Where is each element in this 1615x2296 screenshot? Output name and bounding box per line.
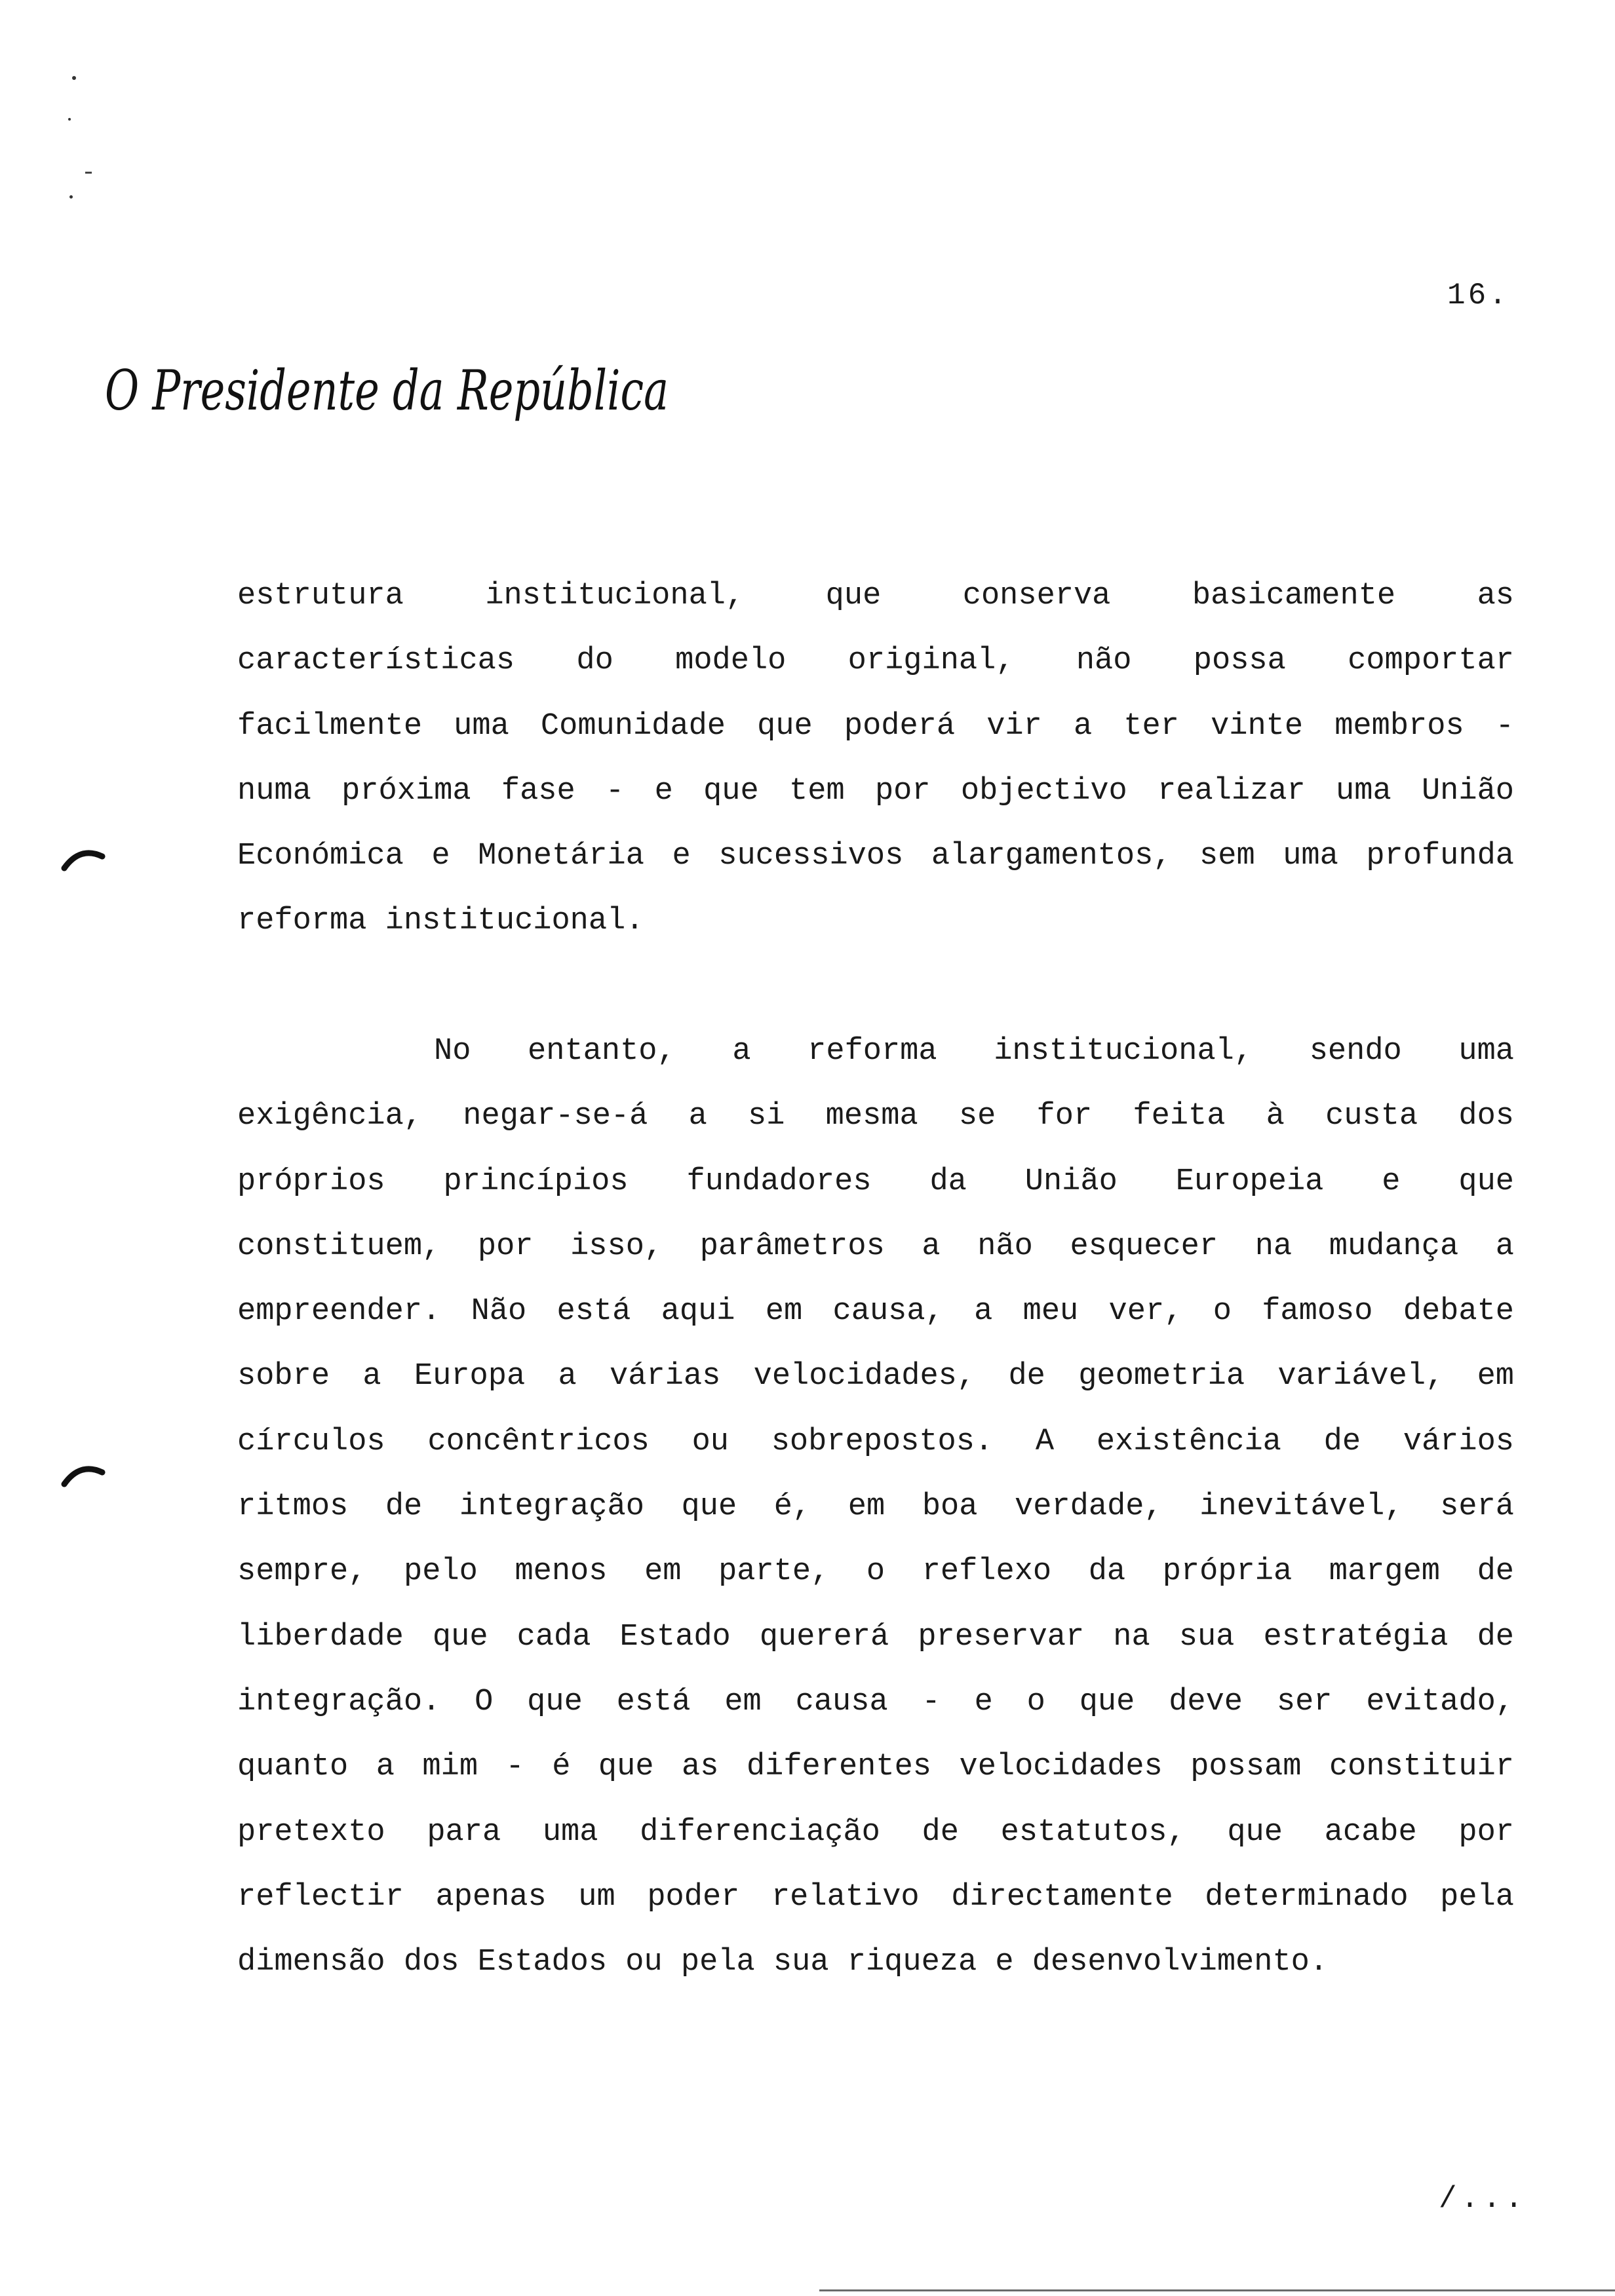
paragraph-2 xyxy=(237,1019,1514,1995)
paragraph-1 xyxy=(237,564,1514,954)
margin-curl-mark xyxy=(60,1458,106,1491)
letterhead-logo xyxy=(105,341,682,432)
text-line: reflectir apenas um poder relativo directamente determinado pela xyxy=(237,1879,1514,1915)
text-line: No entanto, a reforma institucional, sendo uma xyxy=(434,1034,1514,1069)
page-number: 16. xyxy=(1447,278,1509,313)
text-line: facilmente uma Comunidade que poderá vir a ter vinte membros - xyxy=(237,708,1514,744)
scan-edge-line xyxy=(819,2289,1615,2291)
text-line: dimensão dos Estados ou pela sua riqueza e desenvolvimento. xyxy=(237,1945,1329,1980)
letterhead-script xyxy=(105,341,682,432)
text-line: empreender. Não está aqui em causa, a meu ver, o famoso debate xyxy=(237,1294,1514,1330)
text-line: Económica e Monetária e sucessivos alargamentos, sem uma profunda xyxy=(237,839,1514,874)
letterhead-text: O Presidente da República xyxy=(105,358,669,423)
text-line: estrutura institucional, que conserva basicamente as xyxy=(237,579,1514,613)
text-line: numa próxima fase - e que tem por objectivo realizar uma União xyxy=(237,773,1514,809)
text-line: liberdade que cada Estado quererá preservar na sua estratégia de xyxy=(237,1619,1514,1655)
scan-speck xyxy=(68,118,71,121)
text-line: quanto a mim - é que as diferentes velocidades possam constituir xyxy=(237,1750,1514,1785)
scan-speck xyxy=(69,195,73,199)
text-line: círculos concêntricos ou sobrepostos. A existência de vários xyxy=(237,1424,1514,1459)
continuation-mark: /... xyxy=(1439,2182,1527,2216)
text-line: integração. O que está em causa - e o que deve ser evitado, xyxy=(237,1684,1514,1719)
text-line: reforma institucional. xyxy=(237,904,644,939)
margin-curl-mark xyxy=(60,842,106,875)
text-line: sobre a Europa a várias velocidades, de geometria variável, em xyxy=(237,1359,1514,1394)
text-line: próprios princípios fundadores da União Europeia e que xyxy=(237,1164,1514,1199)
text-line: características do modelo original, não possa comportar xyxy=(237,643,1514,679)
scan-speck xyxy=(85,172,92,174)
text-line: pretexto para uma diferenciação de estatutos, que acabe por xyxy=(237,1814,1514,1850)
text-line: sempre, pelo menos em parte, o reflexo da própria margem de xyxy=(237,1554,1514,1590)
text-line: ritmos de integração que é, em boa verdade, inevitável, será xyxy=(237,1489,1514,1525)
text-line: constituem, por isso, parâmetros a não esquecer na mudança a xyxy=(237,1229,1514,1264)
text-line: exigência, negar-se-á a si mesma se for feita à custa dos xyxy=(237,1099,1514,1134)
scan-speck xyxy=(72,76,76,80)
